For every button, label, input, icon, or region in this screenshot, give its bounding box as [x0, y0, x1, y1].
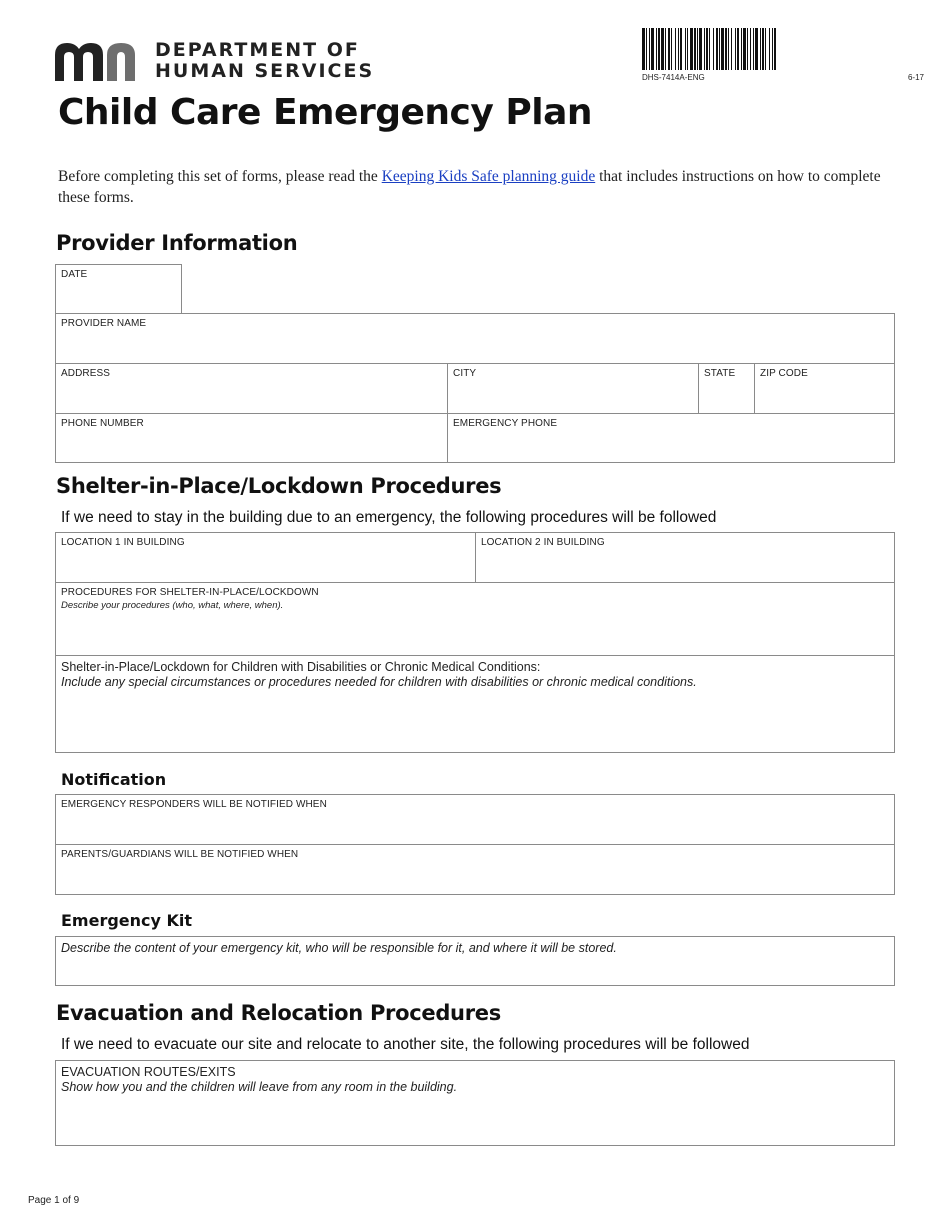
form-code: DHS-7414A-ENG — [642, 73, 705, 82]
barcode-bar — [776, 28, 779, 70]
shelter-procedures-label: PROCEDURES FOR SHELTER-IN-PLACE/LOCKDOWN — [61, 587, 319, 598]
logo-line-1: DEPARTMENT OF — [155, 39, 360, 61]
shelter-procedures-hint: Describe your procedures (who, what, where, when). — [61, 600, 284, 611]
dhs-logo — [55, 40, 374, 82]
date-label: DATE — [61, 269, 88, 280]
provider-heading: Provider Information — [56, 231, 298, 255]
city-label: CITY — [453, 368, 477, 379]
city-field[interactable] — [447, 363, 699, 414]
emergency-kit-field[interactable] — [55, 936, 895, 986]
parents-notified-field[interactable] — [55, 844, 895, 895]
location-2-field[interactable] — [475, 532, 895, 583]
location-2-label: LOCATION 2 IN BUILDING — [481, 537, 605, 548]
address-label: ADDRESS — [61, 368, 111, 379]
intro-paragraph — [58, 166, 908, 208]
provider-name-label: PROVIDER NAME — [61, 318, 147, 329]
evacuation-heading: Evacuation and Relocation Procedures — [56, 1001, 501, 1025]
parents-notified-label: PARENTS/GUARDIANS WILL BE NOTIFIED WHEN — [61, 849, 299, 860]
date-field[interactable] — [55, 264, 182, 314]
responders-notified-label: EMERGENCY RESPONDERS WILL BE NOTIFIED WHEN — [61, 799, 327, 810]
address-field[interactable] — [55, 363, 448, 414]
zip-code-field[interactable] — [754, 363, 895, 414]
state-field[interactable] — [698, 363, 755, 414]
intro-text-after: that includes instructions on how to complete these forms. — [58, 168, 881, 206]
dhs-wordmark — [155, 40, 374, 82]
state-label: STATE — [704, 368, 736, 379]
provider-name-field[interactable] — [55, 313, 895, 364]
special-needs-field[interactable] — [55, 655, 895, 753]
page-title: Child Care Emergency Plan — [58, 92, 593, 133]
mn-logo-icon — [55, 41, 145, 81]
special-needs-hint: Include any special circumstances or procedures needed for children with disabilities or chronic medical conditions. — [61, 675, 697, 689]
location-1-label: LOCATION 1 IN BUILDING — [61, 537, 185, 548]
shelter-heading: Shelter-in-Place/Lockdown Procedures — [56, 474, 502, 498]
phone-number-field[interactable] — [55, 413, 448, 463]
evacuation-subtitle: If we need to evacuate our site and relocate to another site, the following procedures will be followed — [61, 1036, 750, 1053]
intro-text-before: Before completing this set of forms, please read the — [58, 168, 382, 185]
responders-notified-field[interactable] — [55, 794, 895, 845]
zip-code-label: ZIP CODE — [760, 368, 808, 379]
page-number: Page 1 of 9 — [28, 1195, 80, 1206]
planning-guide-link[interactable]: Keeping Kids Safe planning guide — [381, 168, 596, 185]
emergency-kit-hint: Describe the content of your emergency kit, who will be responsible for it, and where it will be stored. — [61, 941, 617, 955]
emergency-phone-field[interactable] — [447, 413, 895, 463]
special-needs-label: Shelter-in-Place/Lockdown for Children with Disabilities or Chronic Medical Conditions: — [61, 660, 541, 674]
logo-line-2: HUMAN SERVICES — [155, 60, 375, 82]
notification-heading: Notification — [61, 770, 167, 789]
emergency-phone-label: EMERGENCY PHONE — [453, 418, 558, 429]
form-barcode — [642, 28, 924, 82]
shelter-subtitle: If we need to stay in the building due to an emergency, the following procedures will be followed — [61, 509, 717, 526]
emergency-kit-heading: Emergency Kit — [61, 911, 193, 930]
location-1-field[interactable] — [55, 532, 476, 583]
barcode-bars — [642, 28, 924, 70]
form-date: 6-17 — [907, 73, 924, 82]
phone-number-label: PHONE NUMBER — [61, 418, 144, 429]
evacuation-routes-field[interactable] — [55, 1060, 895, 1146]
evacuation-routes-label: EVACUATION ROUTES/EXITS — [61, 1065, 236, 1079]
shelter-procedures-field[interactable] — [55, 582, 895, 656]
evacuation-routes-hint: Show how you and the children will leave from any room in the building. — [61, 1080, 458, 1094]
